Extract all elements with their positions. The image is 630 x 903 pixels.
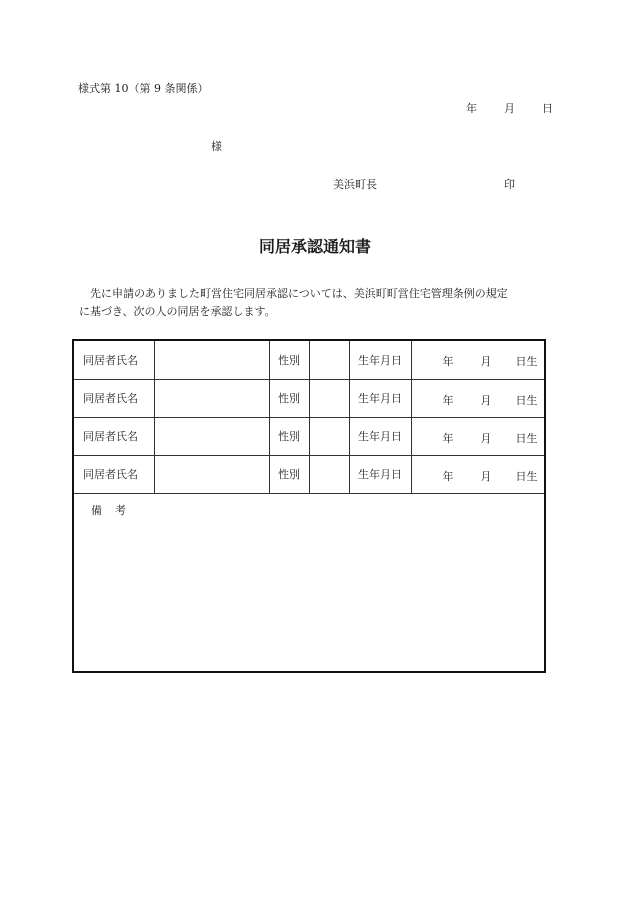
sex-label: 性別 [269,379,309,417]
body-line-2: に基づき、次の人の同居を承認します。 [79,305,276,318]
birthdate-field[interactable] [411,417,544,455]
sex-label: 性別 [269,341,309,379]
birthdate-field[interactable] [411,379,544,417]
birthdate-field[interactable] [411,455,544,493]
cohabitant-name-label: 同居者氏名 [74,455,154,493]
body-line-1: 先に申請のありました町営住宅同居承認については、美浜町町営住宅管理条例の規定 [90,287,508,300]
cohabitant-name-label: 同居者氏名 [74,417,154,455]
birth-month: 月 [480,431,492,445]
birthdate-label: 生年月日 [349,379,411,417]
cohabitant-table [74,341,544,494]
birth-month: 月 [480,469,492,483]
document-title: 同居承認通知書 [258,237,371,256]
sex-field[interactable] [309,379,349,417]
birth-day: 日生 [515,393,538,407]
cohabitant-name-field[interactable] [154,455,269,493]
sex-field[interactable] [309,341,349,379]
cohabitant-name-field[interactable] [154,341,269,379]
birthdate-field[interactable] [411,341,544,379]
date-month: 月 [504,102,515,115]
birthdate-label: 生年月日 [349,417,411,455]
cohabitant-table-frame [72,339,546,673]
sex-label: 性別 [269,455,309,493]
issuer-name: 美浜町長 [333,178,377,191]
birth-day: 日生 [515,355,538,368]
sex-field[interactable] [309,455,349,493]
cohabitant-name-field[interactable] [154,379,269,417]
table-row [74,455,544,493]
table-row [74,341,544,379]
cohabitant-name-label: 同居者氏名 [74,341,154,379]
birth-month: 月 [480,355,492,368]
date-year: 年 [466,102,477,115]
table-row [74,379,544,417]
form-number: 様式第 10（第 9 条関係） [78,82,209,95]
body-paragraph [79,285,557,321]
birth-year: 年 [442,393,454,407]
birth-day: 日生 [515,431,538,445]
cohabitant-name-label: 同居者氏名 [74,379,154,417]
birth-year: 年 [442,431,454,445]
birth-month: 月 [480,393,492,407]
birthdate-label: 生年月日 [349,455,411,493]
birthdate-label: 生年月日 [349,341,411,379]
table-row [74,417,544,455]
sex-label: 性別 [269,417,309,455]
seal-mark: 印 [504,178,515,191]
remarks-label: 備考 [91,504,139,517]
date-day: 日 [542,102,553,115]
birth-year: 年 [442,469,454,483]
cohabitant-name-field[interactable] [154,417,269,455]
sex-field[interactable] [309,417,349,455]
addressee-suffix: 様 [211,140,222,153]
birth-day: 日生 [515,469,538,483]
birth-year: 年 [442,355,454,368]
